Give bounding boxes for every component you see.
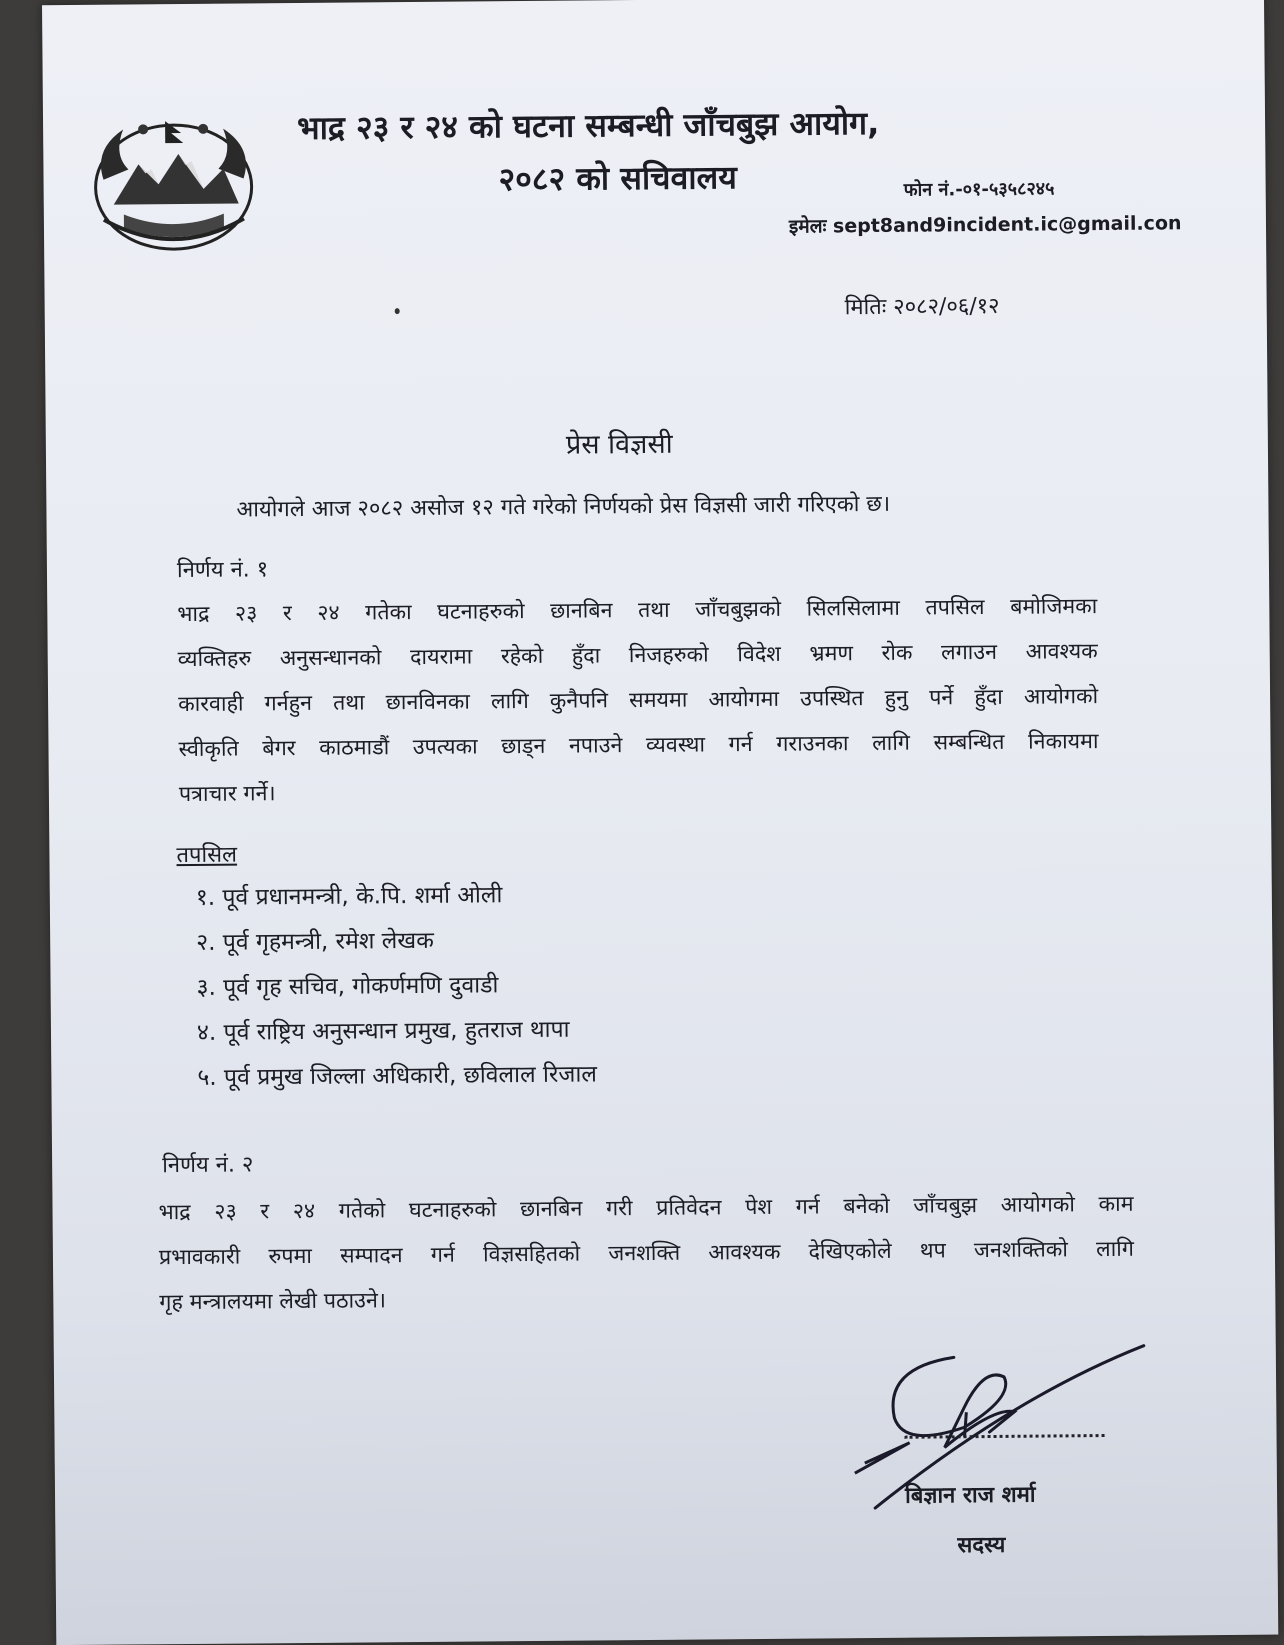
- decision-1-line: पत्राचार गर्ने।: [178, 781, 276, 808]
- email-address: इमेलः sept8and9incident.ic@gmail.con: [788, 212, 1182, 238]
- signatory-name: बिज्ञान राज शर्मा: [904, 1482, 1036, 1509]
- letter-date: मितिः २०८२/०६/१२: [844, 293, 1000, 321]
- nepal-emblem-icon: [83, 108, 264, 255]
- list-item: ४. पूर्व राष्ट्रिय अनुसन्धान प्रमुख, हुतराज थापा: [196, 1016, 570, 1046]
- tapasil-list: [196, 872, 598, 1100]
- decision-2-line: प्रभावकारी रुपमा सम्पादन गर्न विज्ञसहितको जनशक्ति आवश्यक देखिएकोले थप जनशक्तिको लागि: [158, 1236, 1135, 1271]
- decision-2-heading: निर्णय नं. २: [162, 1152, 254, 1179]
- signatory-role: सदस्य: [957, 1532, 1006, 1559]
- decision-2-line: गृह मन्त्रालयमा लेखी पठाउने।: [159, 1288, 387, 1316]
- decision-2-body: [158, 1182, 1134, 1326]
- decision-1-heading: निर्णय नं. १: [176, 557, 269, 584]
- decision-1-body: [177, 584, 1099, 817]
- decision-1-line: व्यक्तिहरु अनुसन्धानको दायरामा रहेको हुँदा निजहरुको विदेश भ्रमण रोक लगाउन आवश्यक: [177, 639, 1098, 673]
- list-item: ३. पूर्व गृह सचिव, गोकर्णमणि दुवाडी: [196, 972, 499, 1001]
- press-release-title: प्रेस विज्ञसी: [565, 428, 673, 461]
- intro-text: आयोगले आज २०८२ असोज १२ गते गरेको निर्णयको प्रेस विज्ञसी जारी गरिएको छ।: [236, 491, 891, 523]
- press-release-paper: [42, 0, 1278, 1645]
- list-item: २. पूर्व गृहमन्त्री, रमेश लेखक: [196, 927, 434, 956]
- paper-speck: [395, 308, 400, 314]
- decision-2-line: भाद्र २३ र २४ गतेको घटनाहरुको छानबिन गरी प्रतिवेदन पेश गर्न बनेको जाँचबुझ आयोगको काम: [158, 1191, 1134, 1226]
- decision-1-line: कारवाही गर्नहुन तथा छानविनका लागि कुनैपनि समयमा आयोगमा उपस्थित हुनु पर्ने हुँदा आयोगको: [178, 684, 1099, 718]
- list-item: १. पूर्व प्रधानमन्त्री, के.पि. शर्मा ओली: [195, 882, 503, 911]
- decision-1-line: स्वीकृति बेगर काठमाडौं उपत्यका छाड्न नपाउने व्यवस्था गर्न गराउनका लागि सम्बन्धित निकायमा: [178, 729, 1099, 763]
- list-item: ५. पूर्व प्रमुख जिल्ला अधिकारी, छविलाल रिजाल: [197, 1061, 598, 1091]
- tapasil-heading: तपसिल: [176, 842, 238, 869]
- office-title-line2: २०८२ को सचिवालय: [498, 158, 738, 199]
- office-title-line1: भाद्र २३ र २४ को घटना सम्बन्धी जाँचबुझ आयोग,: [296, 103, 880, 148]
- phone-number: फोन नं.-०१-५३५८२४५: [903, 178, 1055, 201]
- decision-1-line: भाद्र २३ र २४ गतेका घटनाहरुको छानबिन तथा जाँचबुझको सिलसिलामा तपसिल बमोजिमका: [177, 594, 1098, 628]
